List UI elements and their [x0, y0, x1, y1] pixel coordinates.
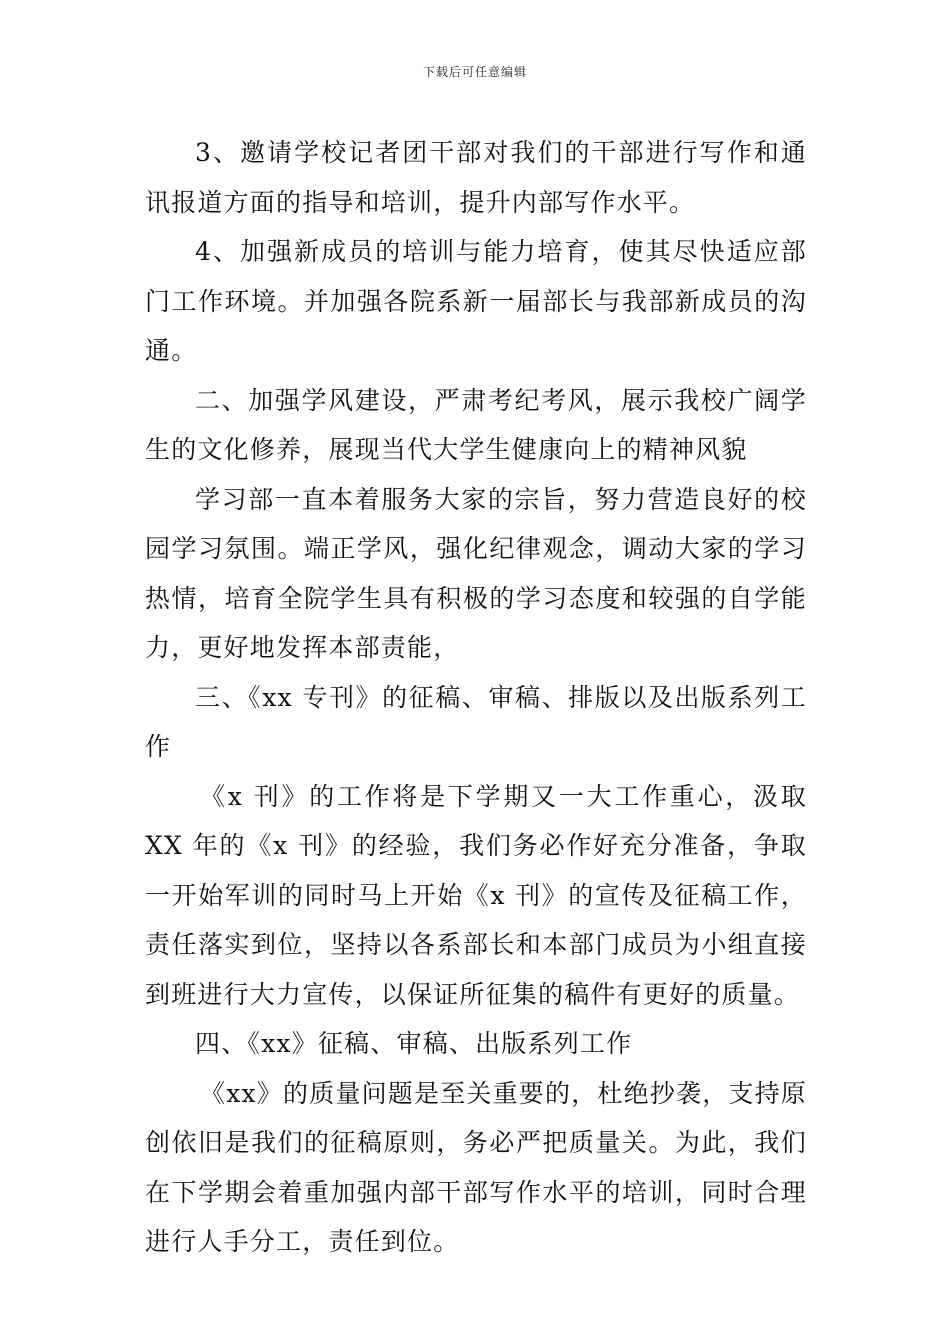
section-heading-2: 二、加强学风建设，严肃考纪考风，展示我校广阔学生的文化修养，展现当代大学生健康向上的精神风貌 [145, 385, 807, 464]
paragraph-x-journal: 《x 刊》的工作将是下学期又一大工作重心，汲取 XX 年的《x 刊》的经验，我们务必作好充分准备，争取一开始军训的同时马上开始《x 刊》的宣传及征稿工作，责任落实到位，坚持以各系部长和本部门成员为小组直接到班进行大力宣传，以保证所征集的稿件有更好的质量。 [145, 781, 807, 1009]
section-heading-3: 三、《xx 专刊》的征稿、审稿、排版以及出版系列工作 [145, 682, 807, 761]
paragraph-item-4: 4、加强新成员的培训与能力培育，使其尽快适应部门工作环境。并加强各院系新一届部长与我部新成员的沟通。 [145, 237, 807, 365]
paragraph-study-dept: 学习部一直本着服务大家的宗旨，努力营造良好的校园学习氛围。端正学风，强化纪律观念，调动大家的学习热情，培育全院学生具有积极的学习态度和较强的自学能力，更好地发挥本部责能， [145, 484, 807, 662]
page-header-note: 下载后可任意编辑 [422, 65, 527, 79]
document-body [145, 128, 807, 1267]
section-heading-4: 四、《xx》征稿、审稿、出版系列工作 [195, 1029, 633, 1058]
paragraph-item-3: 3、邀请学校记者团干部对我们的干部进行写作和通讯报道方面的指导和培训，提升内部写作水平。 [145, 138, 807, 217]
paragraph-xx-quality: 《xx》的质量问题是至关重要的，杜绝抄袭，支持原创依旧是我们的征稿原则，务必严把质量关。为此，我们在下学期会着重加强内部干部写作水平的培训，同时合理进行人手分工，责任到位。 [145, 1078, 808, 1256]
